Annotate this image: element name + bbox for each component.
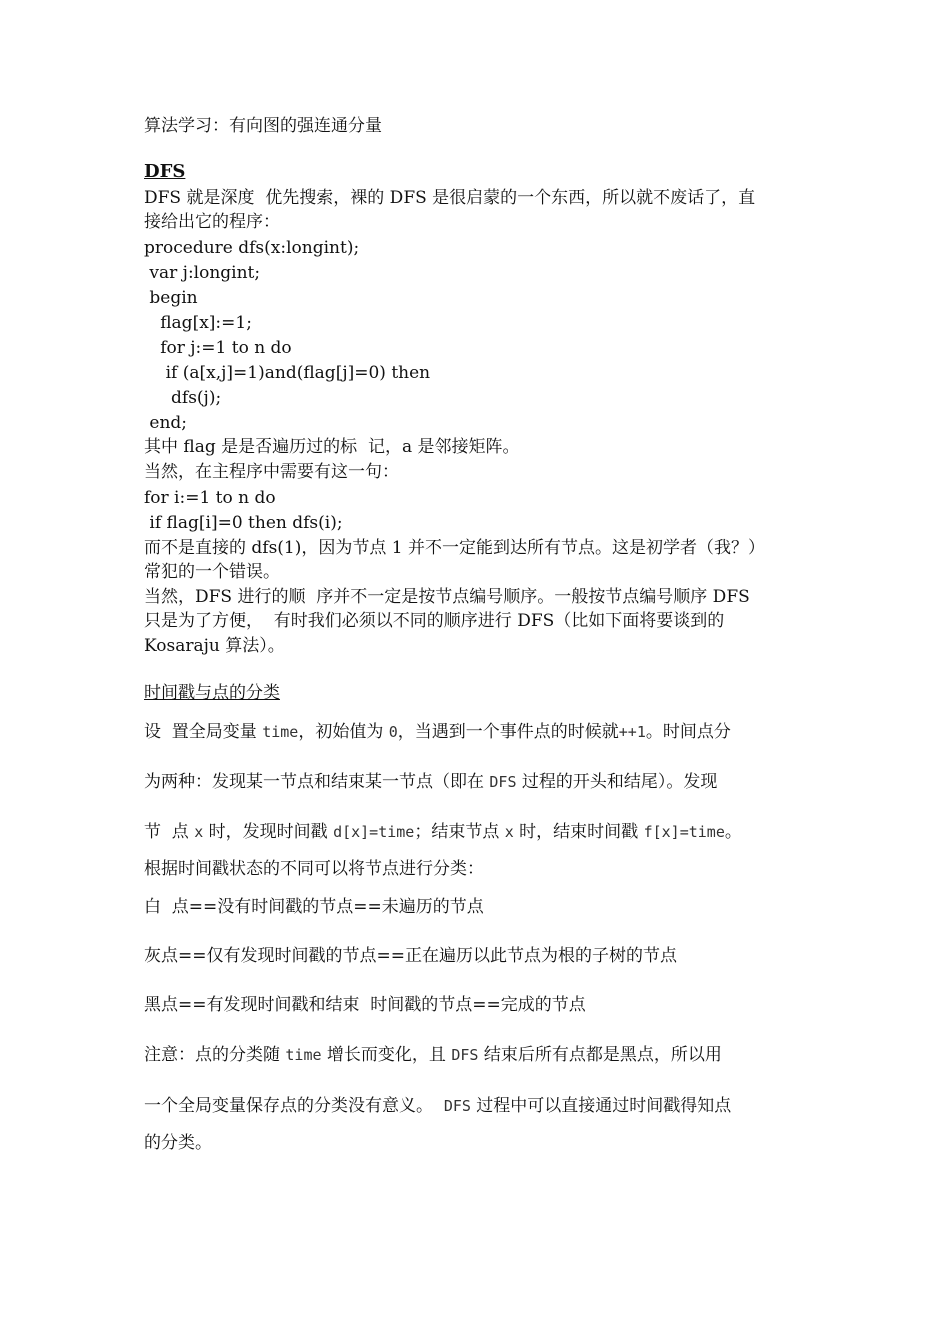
flag-note: 其中 flag 是是否遍历过的标 记，a 是邻接矩阵。 bbox=[144, 437, 520, 457]
note-line-3: 的分类。 bbox=[144, 1133, 212, 1153]
dfs-intro-line-2: 接给出它的程序： bbox=[144, 212, 280, 232]
code-line: if (a[x,j]=1)and(flag[j]=0) then bbox=[144, 363, 431, 383]
paragraph-line: 而不是直接的 dfs(1)，因为节点 1 并不一定能到达所有节点。这是初学者（我？） bbox=[144, 538, 766, 558]
classification-intro: 根据时间戳状态的不同可以将节点进行分类： bbox=[144, 859, 484, 879]
code-line: dfs(j); bbox=[144, 388, 222, 408]
paragraph-line: 当然，DFS 进行的顺 序并不一定是按节点编号顺序。一般按节点编号顺序 DFS bbox=[144, 587, 750, 607]
paragraph-line: 常犯的一个错误。 bbox=[144, 562, 280, 582]
paragraph-line: 只是为了方便， 有时我们必须以不同的顺序进行 DFS（比如下面将要谈到的 bbox=[144, 611, 725, 631]
dfs-intro-line-1: DFS 就是深度 优先搜索，裸的 DFS 是很启蒙的一个东西，所以就不废话了，直 bbox=[144, 188, 756, 208]
section-heading-dfs: DFS bbox=[144, 161, 186, 182]
code-line: var j:longint; bbox=[144, 263, 261, 283]
code-line: begin bbox=[144, 288, 198, 308]
paragraph-line: Kosaraju 算法）。 bbox=[144, 636, 285, 656]
timestamp-line-2: 为两种：发现某一节点和结束某一节点（即在 DFS 过程的开头和结尾）。发现 bbox=[144, 772, 718, 792]
timestamp-line-3: 节 点 x 时，发现时间戳 d[x]=time；结束节点 x 时，结束时间戳 f[x]=time。 bbox=[144, 822, 742, 842]
black-node-definition: 黑点==有发现时间戳和结束 时间戳的节点==完成的节点 bbox=[144, 995, 586, 1015]
document-title: 算法学习：有向图的强连通分量 bbox=[144, 116, 382, 136]
code-line: for j:=1 to n do bbox=[144, 338, 292, 358]
note-line-2: 一个全局变量保存点的分类没有意义。 DFS 过程中可以直接通过时间戳得知点 bbox=[144, 1096, 732, 1116]
code-line: procedure dfs(x:longint); bbox=[144, 238, 360, 258]
code-line: if flag[i]=0 then dfs(i); bbox=[144, 513, 343, 533]
code-line: end; bbox=[144, 413, 188, 433]
code-line: flag[x]:=1; bbox=[144, 313, 252, 333]
note-line-1: 注意：点的分类随 time 增长而变化，且 DFS 结束后所有点都是黑点，所以用 bbox=[144, 1045, 722, 1065]
timestamp-line-1: 设 置全局变量 time，初始值为 0，当遇到一个事件点的时候就++1。时间点分 bbox=[144, 722, 731, 742]
code-line: for i:=1 to n do bbox=[144, 488, 276, 508]
gray-node-definition: 灰点==仅有发现时间戳的节点==正在遍历以此节点为根的子树的节点 bbox=[144, 946, 677, 966]
section-heading-timestamps: 时间戳与点的分类 bbox=[144, 683, 280, 703]
white-node-definition: 白 点==没有时间戳的节点==未遍历的节点 bbox=[144, 897, 484, 917]
main-program-note: 当然，在主程序中需要有这一句： bbox=[144, 462, 399, 482]
